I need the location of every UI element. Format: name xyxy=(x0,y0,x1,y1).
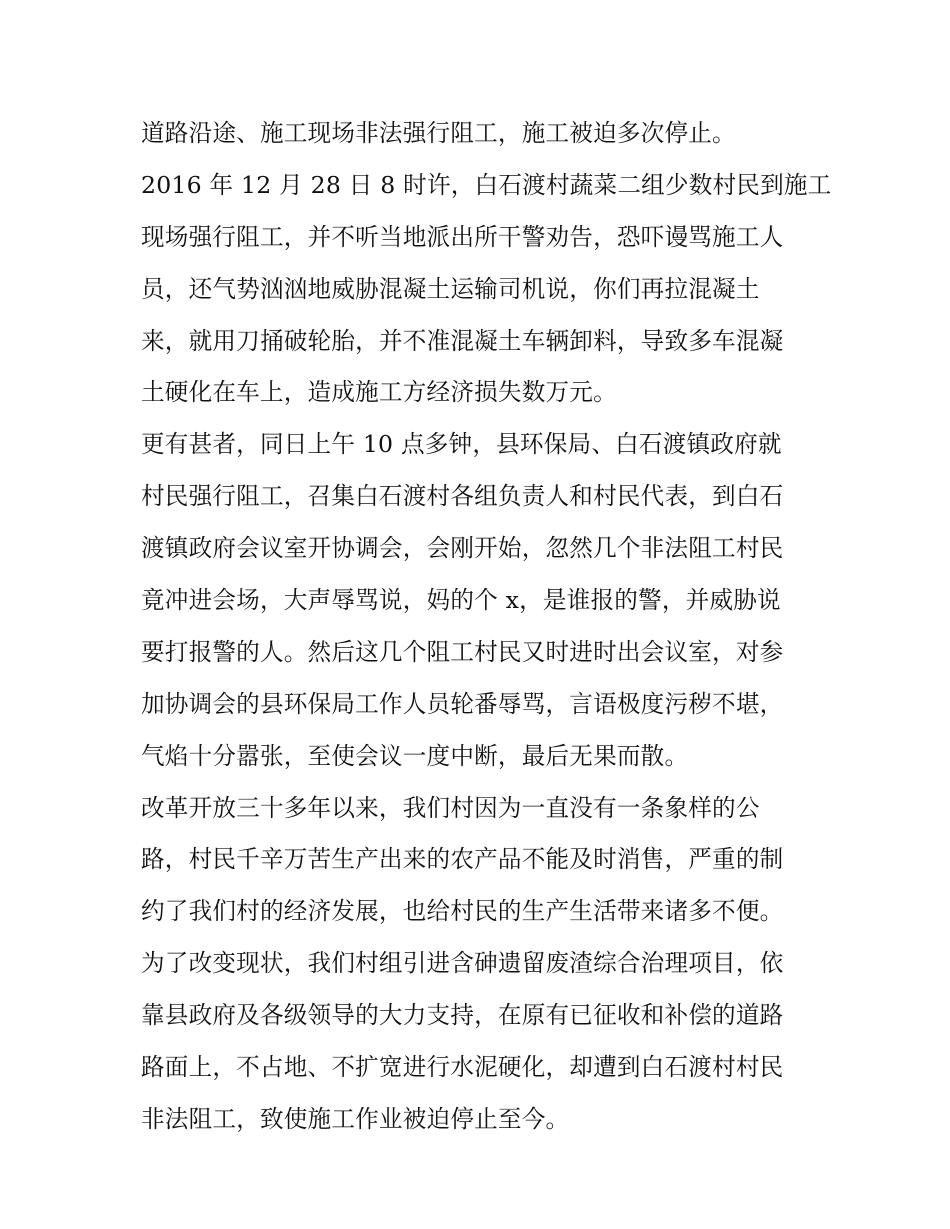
text-line: 现场强行阻工，并不听当地派出所干警劝告，恐吓谩骂施工人 xyxy=(141,222,784,251)
text-line: 约了我们村的经济发展，也给村民的生产生活带来诸多不便。 xyxy=(141,897,784,926)
text-line: 气焰十分嚣张，至使会议一度中断，最后无果而散。 xyxy=(141,741,689,770)
text-line: 来，就用刀捅破轮胎，并不准混凝土车辆卸料，导致多车混凝 xyxy=(141,326,784,355)
text-line: 更有甚者，同日上午 10 点多钟，县环保局、白石渡镇政府就 xyxy=(141,430,782,459)
text-line: 道路沿途、施工现场非法强行阻工，施工被迫多次停止。 xyxy=(141,119,736,147)
text-line: 路，村民千辛万苦生产出来的农产品不能及时消售，严重的制 xyxy=(141,845,784,874)
text-line: 要打报警的人。然后这几个阻工村民又时进时出会议室，对参 xyxy=(141,637,784,666)
paragraph xyxy=(141,160,832,419)
paragraph xyxy=(141,419,816,782)
paragraph xyxy=(141,108,816,160)
document-body xyxy=(141,108,832,1146)
text-line: 改革开放三十多年以来，我们村因为一直没有一条象样的公 xyxy=(141,793,760,822)
text-line: 竟冲进会场，大声辱骂说，妈的个 x，是谁报的警，并威胁说 xyxy=(141,586,781,615)
paragraph xyxy=(141,783,816,1146)
text-line: 非法阻工，致使施工作业被迫停止至今。 xyxy=(141,1104,570,1133)
text-line: 土硬化在车上，造成施工方经济损失数万元。 xyxy=(141,378,617,407)
text-line: 靠县政府及各级领导的大力支持，在原有已征收和补偿的道路 xyxy=(141,1001,784,1030)
text-line: 村民强行阻工，召集白石渡村各组负责人和村民代表，到白石 xyxy=(141,482,784,511)
text-line: 为了改变现状，我们村组引进含砷遗留废渣综合治理项目，依 xyxy=(141,949,784,978)
text-line: 员，还气势汹汹地威胁混凝土运输司机说，你们再拉混凝土 xyxy=(141,274,760,303)
text-line: 2016 年 12 月 28 日 8 时许，白石渡村蔬菜二组少数村民到施工 xyxy=(141,170,832,199)
text-line: 渡镇政府会议室开协调会，会刚开始，忽然几个非法阻工村民 xyxy=(141,534,784,563)
text-line: 路面上，不占地、不扩宽进行水泥硬化，却遭到白石渡村村民 xyxy=(141,1053,784,1082)
text-line: 加协调会的县环保局工作人员轮番辱骂，言语极度污秽不堪， xyxy=(141,689,784,718)
